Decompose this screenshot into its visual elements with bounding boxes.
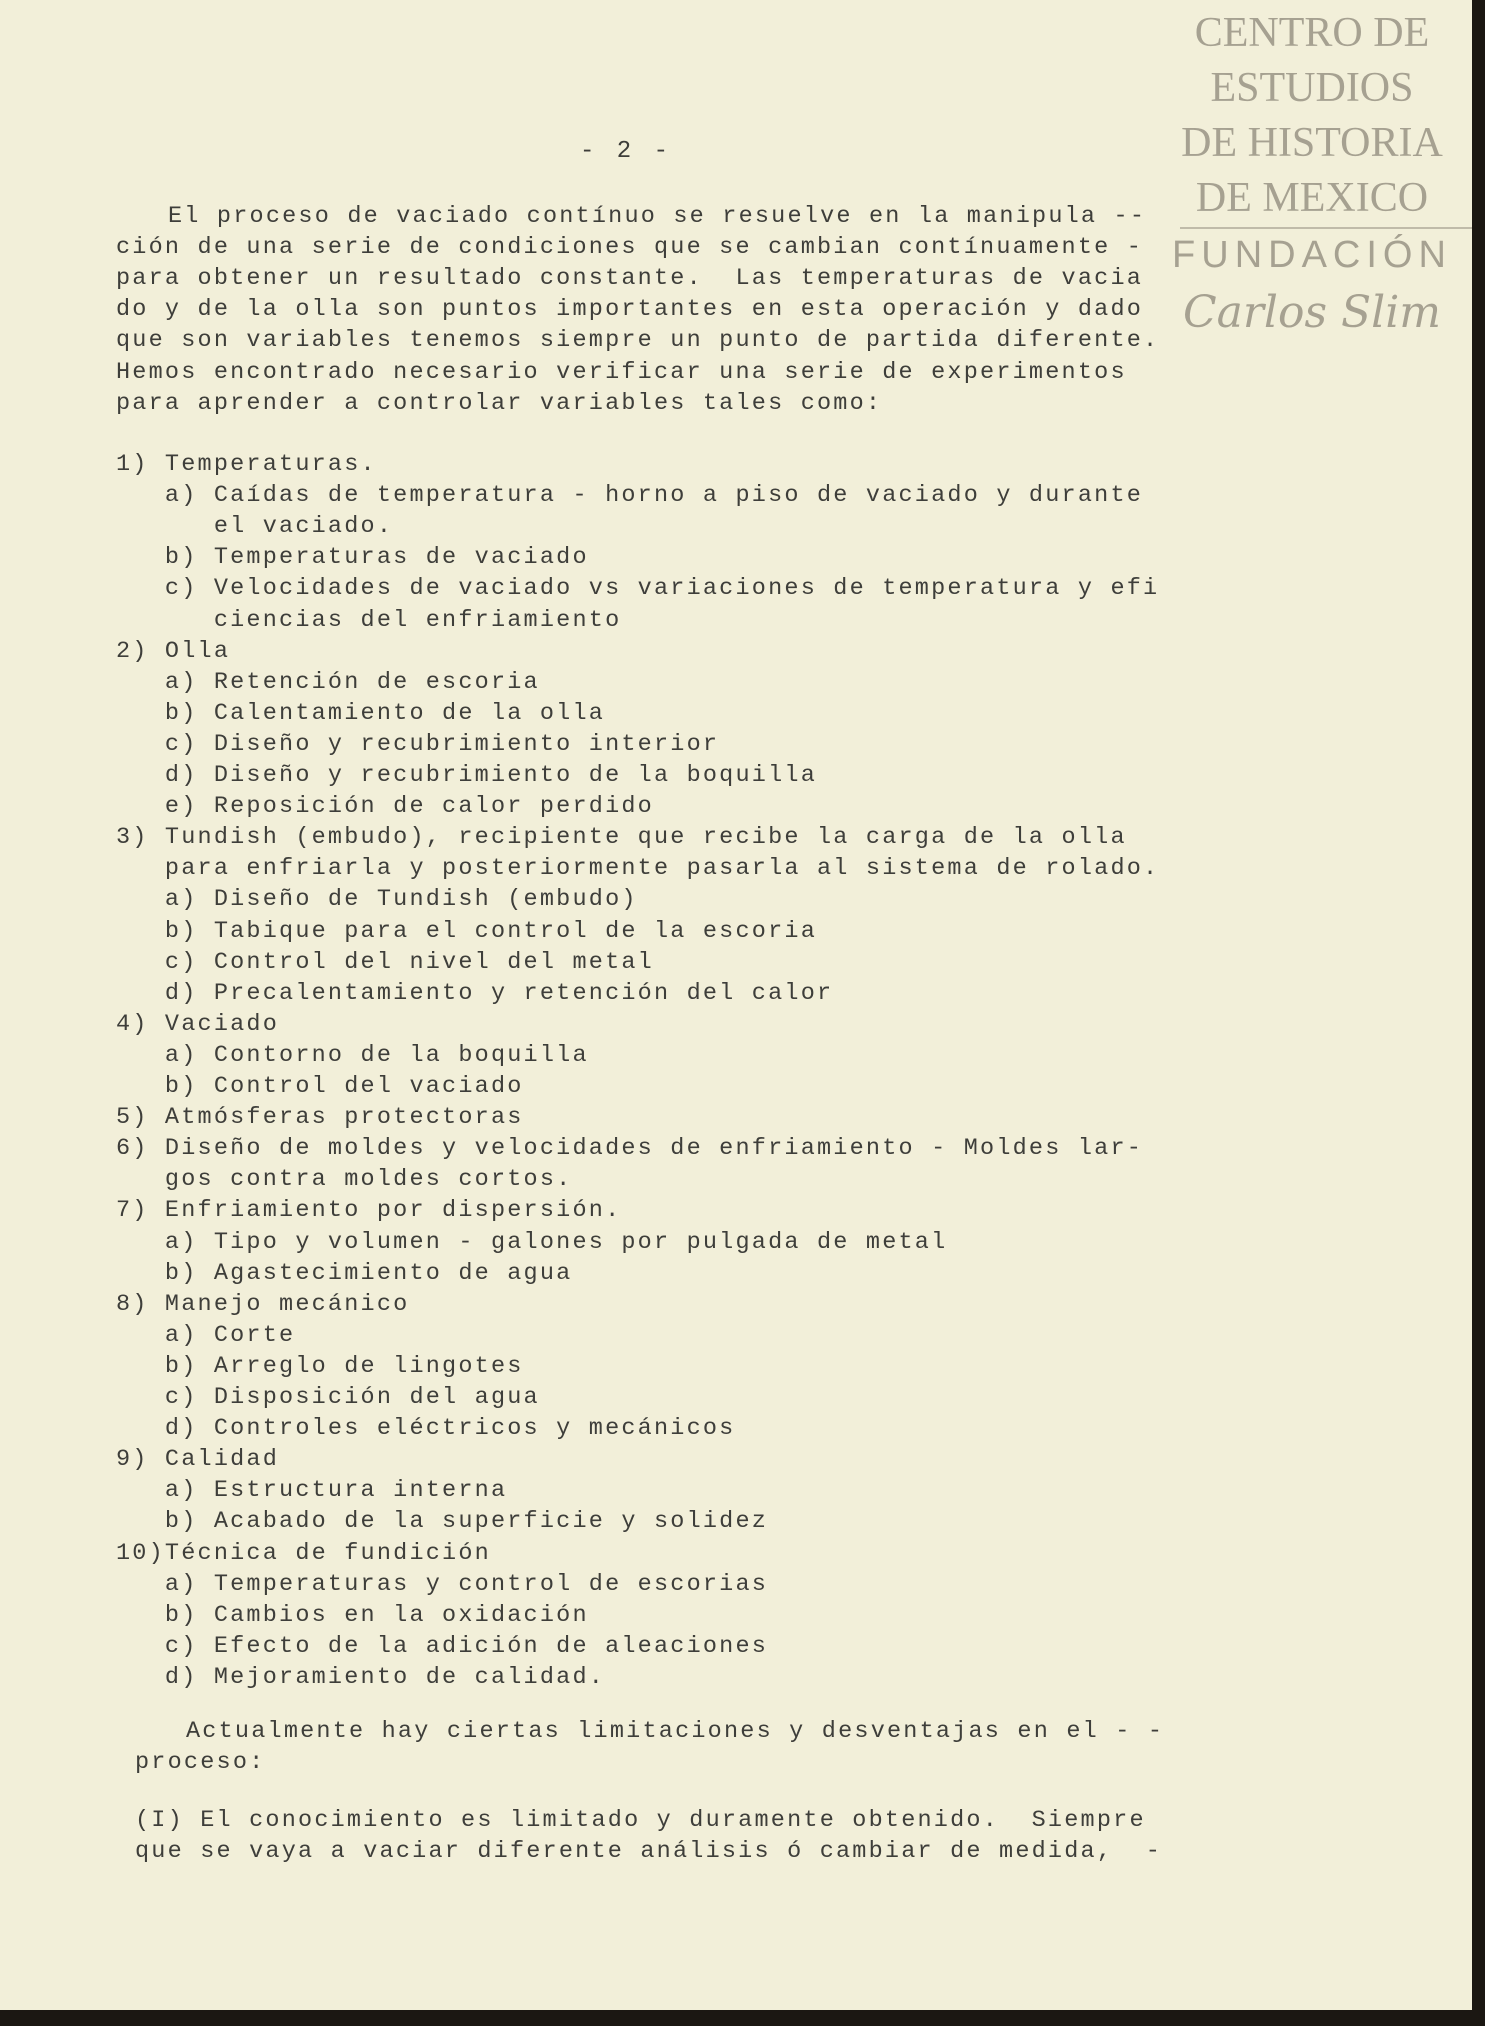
text-line: c) Efecto de la adición de aleaciones xyxy=(116,1632,769,1660)
text-line: do y de la olla son puntos importantes en esta operación y dado xyxy=(116,296,1144,324)
text-line: que se vaya a vaciar diferente análisis ó cambiar de medida, - xyxy=(135,1838,1163,1866)
text-line: d) Controles eléctricos y mecánicos xyxy=(116,1415,736,1443)
text-line: a) Contorno de la boquilla xyxy=(116,1041,589,1069)
text-line: b) Control del vaciado xyxy=(116,1073,524,1100)
text-line: para obtener un resultado constante. Las temperaturas de vacia xyxy=(116,265,1144,293)
text-line: 9) Calidad xyxy=(116,1446,280,1474)
text-line: c) Control del nivel del metal xyxy=(116,948,654,976)
text-line: c) Velocidades de vaciado vs variaciones de temperatura y efi xyxy=(116,575,1160,603)
text-line: proceso: xyxy=(135,1749,266,1777)
text-line: (I) El conocimiento es limitado y duramente obtenido. Siempre xyxy=(135,1807,1146,1834)
text-line: 2) Olla xyxy=(116,637,231,665)
text-line: 5) Atmósferas protectoras xyxy=(116,1104,524,1132)
text-line: para enfriarla y posteriormente pasarla al sistema de rolado. xyxy=(116,855,1160,883)
watermark-line: CENTRO DE xyxy=(1194,10,1430,56)
text-line: b) Tabique para el control de la escoria xyxy=(116,917,817,945)
text-line: Hemos encontrado necesario verificar una serie de experimentos xyxy=(116,358,1127,386)
text-line: d) Diseño y recubrimiento de la boquilla xyxy=(116,762,817,789)
watermark-line: DE HISTORIA xyxy=(1181,120,1443,166)
text-line: b) Arreglo de lingotes xyxy=(116,1352,524,1380)
text-line: c) Disposición del agua xyxy=(116,1384,540,1411)
watermark-divider xyxy=(1180,227,1472,229)
text-line: a) Estructura interna xyxy=(116,1477,508,1505)
watermark-signature: Carlos Slim xyxy=(1182,287,1442,338)
text-line: a) Corte xyxy=(116,1321,296,1349)
text-line: 1) Temperaturas. xyxy=(116,451,377,478)
text-line: d) Mejoramiento de calidad. xyxy=(116,1663,606,1691)
text-line: para aprender a controlar variables tales como: xyxy=(116,389,883,417)
text-line: b) Agastecimiento de agua xyxy=(116,1259,573,1287)
text-line: 3) Tundish (embudo), recipiente que recibe la carga de la olla xyxy=(116,824,1127,852)
watermark-foundation: FUNDACIÓN xyxy=(1172,234,1452,276)
text-line: 8) Manejo mecánico xyxy=(116,1290,410,1318)
text-line: gos contra moldes cortos. xyxy=(116,1166,573,1194)
text-line: a) Temperaturas y control de escorias xyxy=(116,1570,769,1598)
text-line: Actualmente hay ciertas limitaciones y desventajas en el - - xyxy=(186,1718,1165,1745)
watermark-line: ESTUDIOS xyxy=(1210,65,1414,111)
text-line: e) Reposición de calor perdido xyxy=(116,793,654,821)
text-line: 4) Vaciado xyxy=(116,1010,280,1038)
watermark-line: DE MEXICO xyxy=(1195,175,1429,221)
archive-watermark xyxy=(1162,6,1462,340)
text-line: 10)Técnica de fundición xyxy=(116,1539,491,1567)
text-line: 7) Enfriamiento por dispersión. xyxy=(116,1197,622,1225)
page-number: - 2 - xyxy=(580,138,673,165)
text-line: b) Acabado de la superficie y solidez xyxy=(116,1508,769,1536)
text-line: a) Caídas de temperatura - horno a piso de vaciado y durante xyxy=(116,482,1144,510)
text-line: b) Calentamiento de la olla xyxy=(116,699,606,727)
text-line: que son variables tenemos siempre un punto de partida diferente. xyxy=(116,327,1160,355)
text-line: El proceso de vaciado contínuo se resuelve en la manipula -- xyxy=(168,203,1147,230)
text-line: a) Retención de escoria xyxy=(116,668,540,696)
text-line: d) Precalentamiento y retención del calor xyxy=(116,979,834,1007)
text-line: ción de una serie de condiciones que se cambian contínuamente - xyxy=(116,234,1144,262)
text-line: c) Diseño y recubrimiento interior xyxy=(116,730,720,758)
text-line: 6) Diseño de moldes y velocidades de enfriamiento - Moldes lar- xyxy=(116,1135,1144,1163)
text-line: ciencias del enfriamiento xyxy=(116,606,622,634)
text-line: a) Diseño de Tundish (embudo) xyxy=(116,886,638,914)
text-line: a) Tipo y volumen - galones por pulgada de metal xyxy=(116,1228,948,1256)
text-line: b) Temperaturas de vaciado xyxy=(116,544,589,572)
text-line: el vaciado. xyxy=(116,513,394,541)
text-line: b) Cambios en la oxidación xyxy=(116,1601,589,1629)
